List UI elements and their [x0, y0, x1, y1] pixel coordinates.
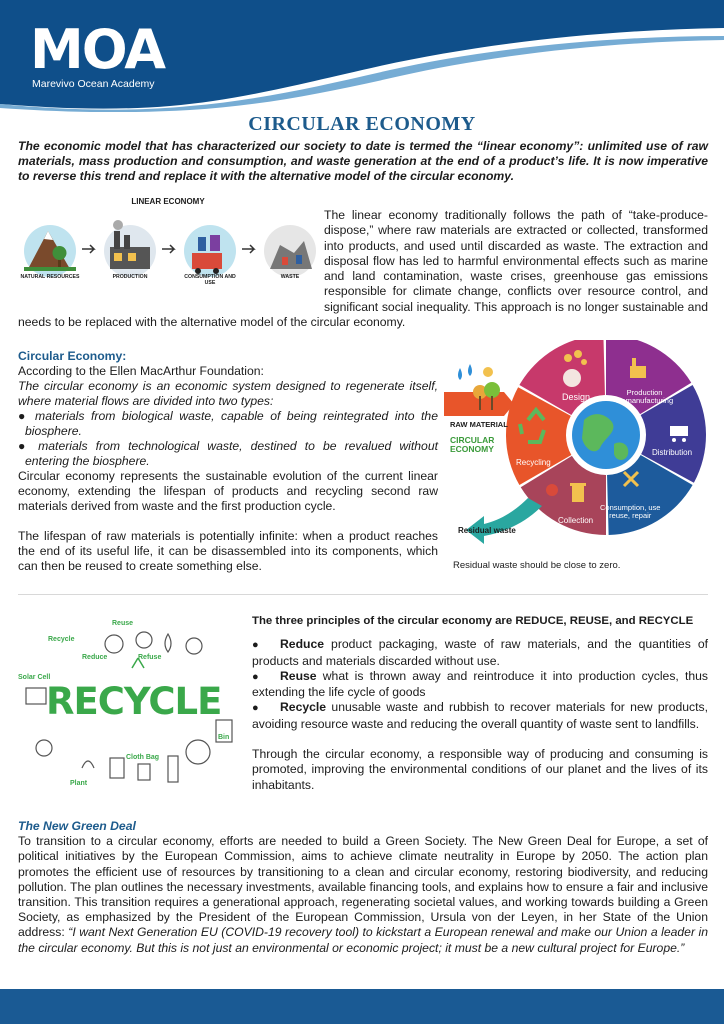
section-divider	[18, 594, 708, 595]
green-deal-heading: The New Green Deal	[18, 819, 136, 833]
tag-reduce: Reduce	[82, 654, 108, 661]
tag-solar-cell: Solar Cell	[18, 674, 51, 681]
green-deal-text: To transition to a circular economy, efforts are needed to build a Green Society. The New Green Deal for Europe, a set of political initiatives by the European Commission, aims to achieve climate neutrality in Europe by 2050. The action plan promotes the efficient use of resources by transitioning to a clean and circular economy, restoring biodiversity, and reducing pollution. The plan outlines the necessary investments, available financing tools, and explains how to ensure a fair and inclusive transition. This transition requires a generational approach, regenerating societal values, and working towards building a Green Society, as emphasized by the President of the European Commission, Ursula von der Leyen, in her State of the Union address: “I want Next Generation EU (COVID-19 recovery tool) to kickstart a European renewal and make our Union a leader in the circular economy. But this is not just an environmental or economic project; it must be a new cultural project for Europe.”	[18, 834, 708, 955]
raw-material-label: RAW MATERIAL	[450, 420, 508, 429]
principles-heading: The three principles of the circular economy are REDUCE, REUSE, and RECYCLE	[252, 615, 694, 627]
circular-source: According to the Ellen MacArthur Foundation:	[18, 364, 264, 378]
logo[interactable]	[30, 18, 200, 92]
step-natural-resources: NATURAL RESOURCES	[20, 274, 80, 280]
tag-recycle: Recycle	[48, 636, 75, 643]
tag-refuse: Refuse	[138, 654, 162, 661]
list-item: ● Recycle unusable waste and rubbish to recover materials for new products, avoiding resource waste and reducing the overall quantity of waste sent to landfills.	[252, 700, 708, 731]
center-label: CIRCULAR ECONOMY	[450, 435, 495, 454]
segment-label-production: Production Remanufacturing	[616, 388, 674, 405]
apple-icon	[546, 484, 558, 496]
segment-label-collection: Collection	[558, 516, 594, 525]
linear-diagram-title: LINEAR ECONOMY	[131, 197, 205, 206]
circular-paragraph: Circular economy represents the sustainable evolution of the current linear economy, extending the lifespan of products and recycling second raw materials derived from waste and the first production cycle.	[18, 469, 438, 513]
segment-label-design: Design	[562, 392, 591, 402]
intro-paragraph: The economic model that has characterized our society to date is termed the “linear economy”: unlimited use of raw materials, mass production and consumption, and waste generation at the end of a product’s life. It is now imperative to reverse this trend and replace it with the alternative model of the circular economy.	[18, 139, 708, 183]
tag-plant: Plant	[70, 780, 88, 787]
circular-economy-wheel	[444, 340, 719, 550]
tag-reuse: Reuse	[112, 620, 134, 627]
wheel-caption: Residual waste should be close to zero.	[453, 560, 621, 571]
logo-wordmark: MOA	[30, 18, 164, 81]
drops-icon	[458, 364, 493, 380]
green-deal-section	[18, 819, 708, 956]
segment-label-recycling: Recycling	[516, 458, 551, 467]
principles-closing: Through the circular economy, a responsible way of producing and consuming is promoted, improving the environmental conditions of our planet and the lives of its inhabitants.	[252, 747, 708, 792]
circular-heading: Circular Economy:	[18, 349, 127, 363]
page-footer-bar	[0, 989, 724, 1024]
principles-section	[252, 614, 708, 793]
tag-bin: Bin	[218, 734, 230, 741]
lifespan-paragraph: The lifespan of raw materials is potentially infinite: when a product reaches the end of its useful life, it can be disassembled into its components, which can then be reused to create something else.	[18, 529, 438, 573]
recycle-illustration	[18, 618, 240, 790]
list-item: ● materials from biological waste, capable of being reintegrated into the biosphere.	[18, 409, 438, 438]
logo-org-name: Marevivo Ocean Academy	[32, 78, 155, 90]
step-consumption: CONSUMPTION AND USE	[184, 274, 236, 286]
page-title: CIRCULAR ECONOMY	[248, 113, 476, 135]
segment-label-distribution: Distribution	[652, 448, 693, 457]
residual-waste-arrow	[466, 498, 542, 544]
step-production: PRODUCTION	[112, 274, 148, 280]
segment-label-consumption: Consumption, use reuse, repair	[600, 503, 661, 520]
circular-definition: The circular economy is an economic system designed to regenerate itself, where material flows are divided into two types:	[18, 379, 438, 408]
list-item: ● Reuse what is thrown away and reintroduce it into production cycles, thus extending the life cycle of goods	[252, 668, 708, 700]
linear-economy-text: The linear economy traditionally follows the path of “take-produce-dispose,” where raw materials are extracted or collected, transformed into products, and used until discarded as waste. The extraction and disposal flow has led to harmful environmental effects such as marine and land contamination, waste crises, greenhouse gas emissions responsible for climate change, conflicts over resource control, and significant social inequality. This approach is no longer sustainable and needs to be replaced with the alternative model of the circular economy.	[18, 208, 708, 330]
page-header	[0, 0, 724, 112]
list-item: ● Reduce product packaging, waste of raw materials, and the quantities of products and materials discarded without use.	[252, 637, 708, 668]
recycle-big-word: RECYCLE	[46, 680, 222, 723]
bin-icon	[570, 483, 586, 502]
step-waste: WASTE	[280, 274, 300, 280]
residual-waste-label: Residual waste	[458, 526, 516, 535]
tag-cloth-bag: Cloth Bag	[126, 754, 160, 761]
circular-economy-section	[18, 349, 438, 574]
head-icon	[563, 369, 581, 387]
list-item: ● materials from technological waste, destined to be revalued without entering the biosphere.	[18, 439, 438, 468]
